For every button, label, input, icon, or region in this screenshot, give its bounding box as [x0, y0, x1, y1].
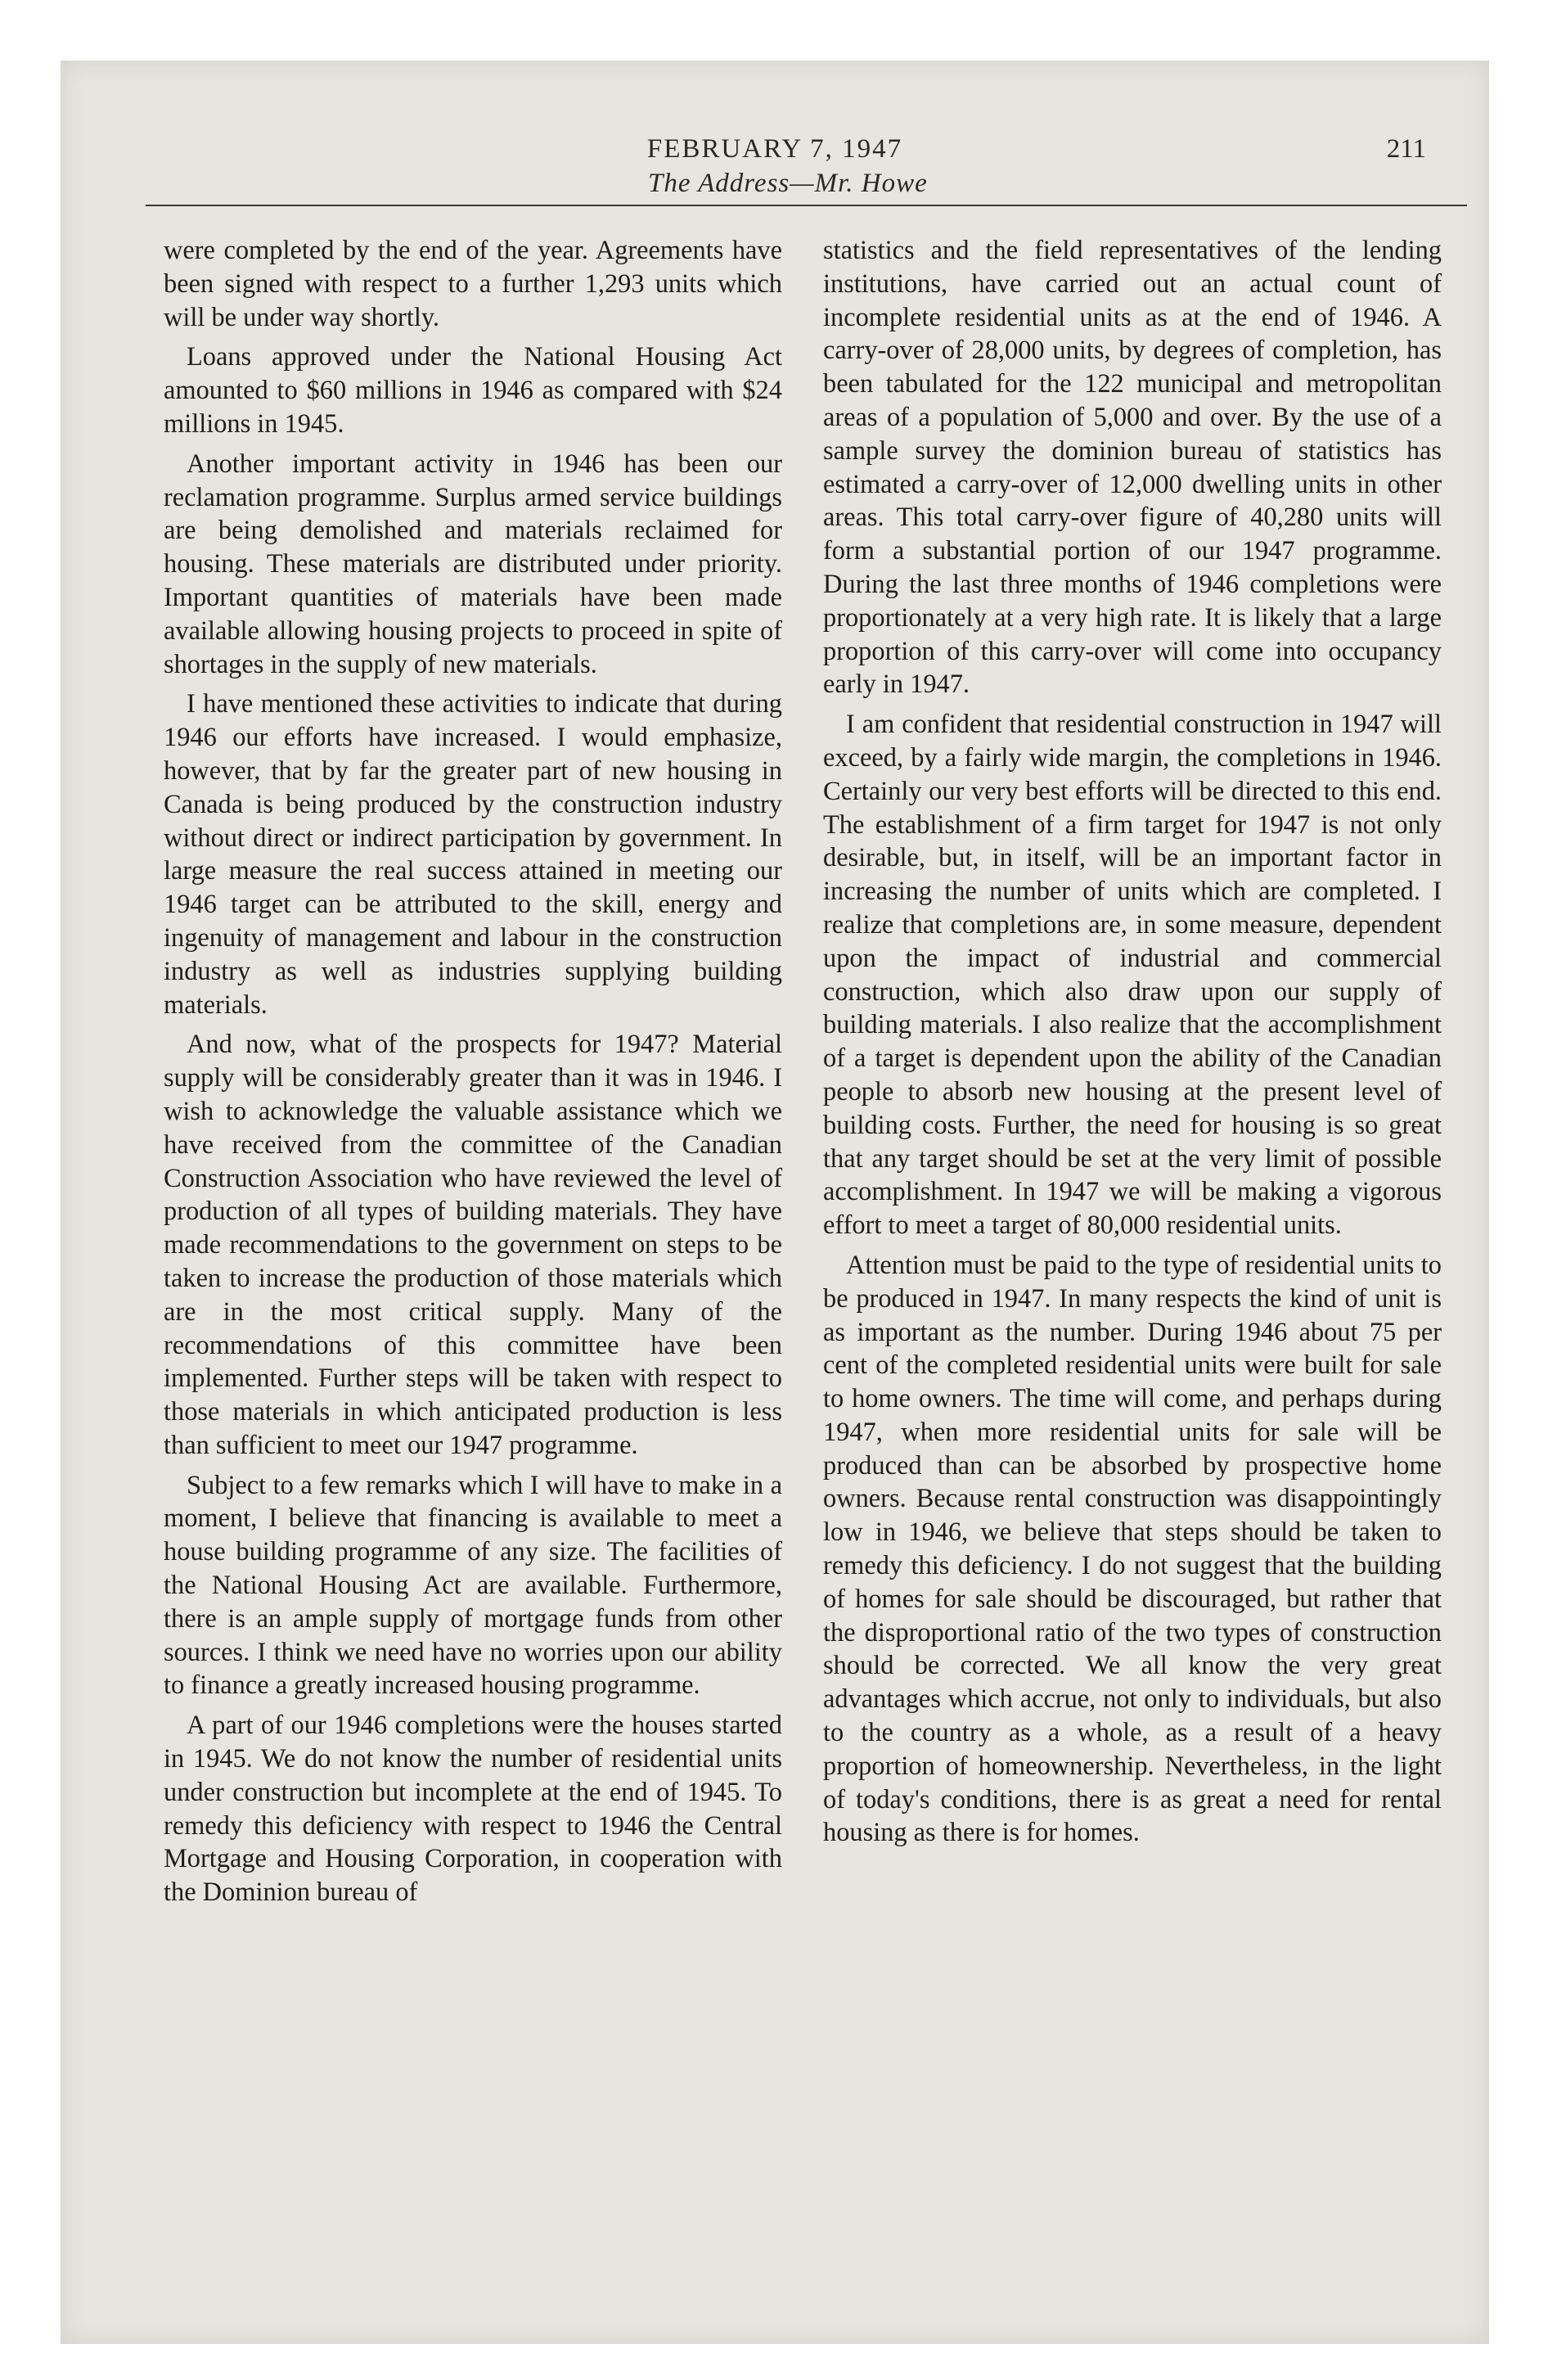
paragraph: Another important activity in 1946 has been our reclamation programme. Surplus armed service buildings are being demolished and materials reclaimed for housing. These materials are distributed under priority. Important quantities of materials have been made available allowing housing projects to proceed in spite of shortages in the supply of new materials. [164, 449, 782, 679]
left-column [164, 234, 782, 1916]
paragraph: I have mentioned these activities to indicate that during 1946 our efforts have increased. I would emphasize, however, that by far the greater part of new housing in Canada is being produced by the construction industry without direct or indirect participation by government. In large measure the real success attained in meeting our 1946 target can be attributed to the skill, energy and ingenuity of management and labour in the construction industry as well as industries supplying building materials. [164, 689, 782, 1020]
right-column [823, 234, 1442, 1856]
paragraph: statistics and the field representatives of the lending institutions, have carried out an actual count of incomplete residential units as at the end of 1946. A carry-over of 28,000 units, by degrees of completion, has been tabulated for the 122 municipal and metropolitan areas of a population of 5,000 and over. By the use of a sample survey the dominion bureau of statistics has estimated a carry-over of 12,000 dwelling units in other areas. This total carry-over figure of 40,280 units will form a substantial portion of our 1947 programme. During the last three months of 1946 completions were proportionately at a very high rate. It is likely that a large proportion of this carry-over will come into occupancy early in 1947. [823, 236, 1442, 700]
paragraph: Attention must be paid to the type of residential units to be produced in 1947. In many respects the kind of unit is as important as the number. During 1946 about 75 per cent of the completed residential units were built for sale to home owners. The time will come, and perhaps during 1947, when more residential units for sale will be produced than can be absorbed by prospective home owners. Because rental construction was disappointingly low in 1946, we believe that steps should be taken to remedy this deficiency. I do not suggest that the building of homes for sale should be discouraged, but rather that the disproportional ratio of the two types of construction should be corrected. We all know the very great advantages which accrue, not only to individuals, but also to the country as a whole, as a result of a heavy proportion of homeownership. Nevertheless, in the light of today's conditions, there is as great a need for rental housing as there is for homes. [823, 1250, 1442, 1848]
header-date: FEBRUARY 7, 1947 [646, 134, 903, 164]
paragraph: And now, what of the prospects for 1947? Material supply will be considerably greater than it was in 1946. I wish to acknowledge the valuable assistance which we have received from the committee of the Canadian Construction Association who have reviewed the level of production of all types of building materials. They have made recommendations to the government on steps to be taken to increase the production of those materials which are in the most critical supply. Many of the recommendations of this committee have been implemented. Further steps will be taken with respect to those materials in which anticipated production is less than sufficient to meet our 1947 programme. [164, 1030, 782, 1460]
paragraph: Loans approved under the National Housing Act amounted to $60 millions in 1946 as compared with $24 millions in 1945. [164, 342, 782, 439]
header-rule [146, 205, 1467, 206]
page-number: 211 [1386, 134, 1426, 164]
paragraph: A part of our 1946 completions were the houses started in 1945. We do not know the number of residential units under construction but incomplete at the end of 1945. To remedy this deficiency with respect to 1946 the Central Mortgage and Housing Corporation, in cooperation with the Dominion bureau of [164, 1711, 782, 1908]
scanned-page [61, 61, 1489, 2344]
paragraph: I am confident that residential construction in 1947 will exceed, by a fairly wide margin, the completions in 1946. Certainly our very best efforts will be directed to this end. The establishment of a firm target for 1947 is not only desirable, but, in itself, will be an important factor in increasing the number of units which are completed. I realize that completions are, in some measure, dependent upon the impact of industrial and commercial construction, which also draw upon our supply of building materials. I also realize that the accomplishment of a target is dependent upon the ability of the Canadian people to absorb new housing at the present level of building costs. Further, the need for housing is so great that any target should be set at the very limit of possible accomplishment. In 1947 we will be making a vigorous effort to meet a target of 80,000 residential units. [823, 710, 1442, 1241]
page-header [61, 61, 1489, 208]
paragraph: Subject to a few remarks which I will have to make in a moment, I believe that financing is available to meet a house building programme of any size. The facilities of the National Housing Act are available. Furthermore, there is an ample supply of mortgage funds from other sources. I think we need have no worries upon our ability to finance a greatly increased housing programme. [164, 1470, 782, 1701]
running-head: The Address—Mr. Howe [648, 169, 928, 198]
paragraph: were completed by the end of the year. Agreements have been signed with respect to a further 1,293 units which will be under way shortly. [164, 236, 782, 332]
